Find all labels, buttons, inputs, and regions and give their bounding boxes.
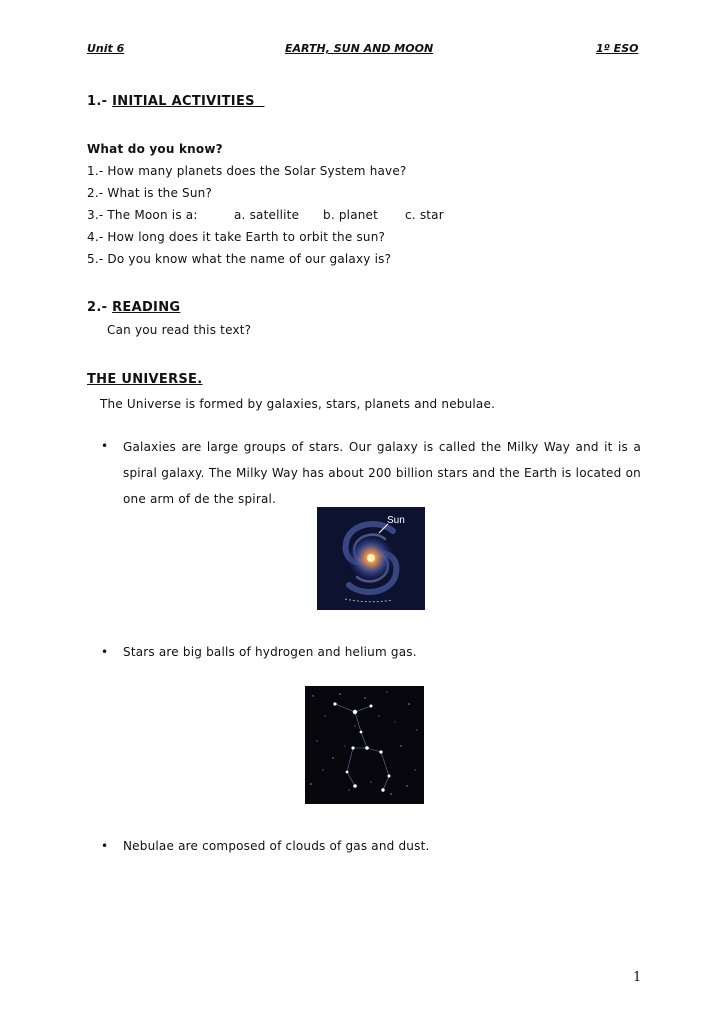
bullet-marker: • [101,839,109,853]
universe-intro: The Universe is formed by galaxies, stars, planets and nebulae. [100,397,496,411]
milky-way-graphic [317,507,425,610]
option-c: c. star [405,208,444,222]
constellation-image [305,686,424,804]
header-course: 1º ESO [596,42,639,55]
option-b: b. planet [323,208,379,222]
sun-label: Sun [387,515,405,526]
milky-way-image [317,507,425,610]
question-1: 1.- How many planets does the Solar System have? [87,164,407,178]
universe-heading: THE UNIVERSE. [87,372,203,387]
bullet-galaxies: Galaxies are large groups of stars. Our galaxy is called the Milky Way and it is a spiral galaxy. The Milky Way has about 200 billion stars and the Earth is located on one arm of de the spiral. [123,440,641,506]
section1-title: INITIAL ACTIVITIES [112,94,255,109]
question-4: 4.- How long does it take Earth to orbit the sun? [87,230,386,244]
bullet-nebulae: Nebulae are composed of clouds of gas and dust. [123,839,430,853]
bullet-marker: • [101,645,109,659]
question-3-text: 3.- The Moon is a: [87,208,198,222]
section2-heading [87,300,180,315]
page-number: 1 [633,970,642,985]
bullet-stars: Stars are big balls of hydrogen and helium gas. [123,645,417,659]
section2-number: 2.- [87,300,108,315]
header-title: EARTH, SUN AND MOON [285,42,434,55]
section2-title: READING [112,300,181,315]
question-3 [87,207,507,223]
constellation-graphic [305,686,424,804]
bullet-marker: • [101,439,109,453]
reading-prompt: Can you read this text? [107,323,252,337]
question-5: 5.- Do you know what the name of our galaxy is? [87,252,392,266]
header-unit: Unit 6 [87,42,125,55]
section1-number: 1.- [87,94,108,109]
section1-heading [87,94,264,109]
question-title: What do you know? [87,142,223,156]
question-2: 2.- What is the Sun? [87,186,213,200]
option-a: a. satellite [234,208,300,222]
